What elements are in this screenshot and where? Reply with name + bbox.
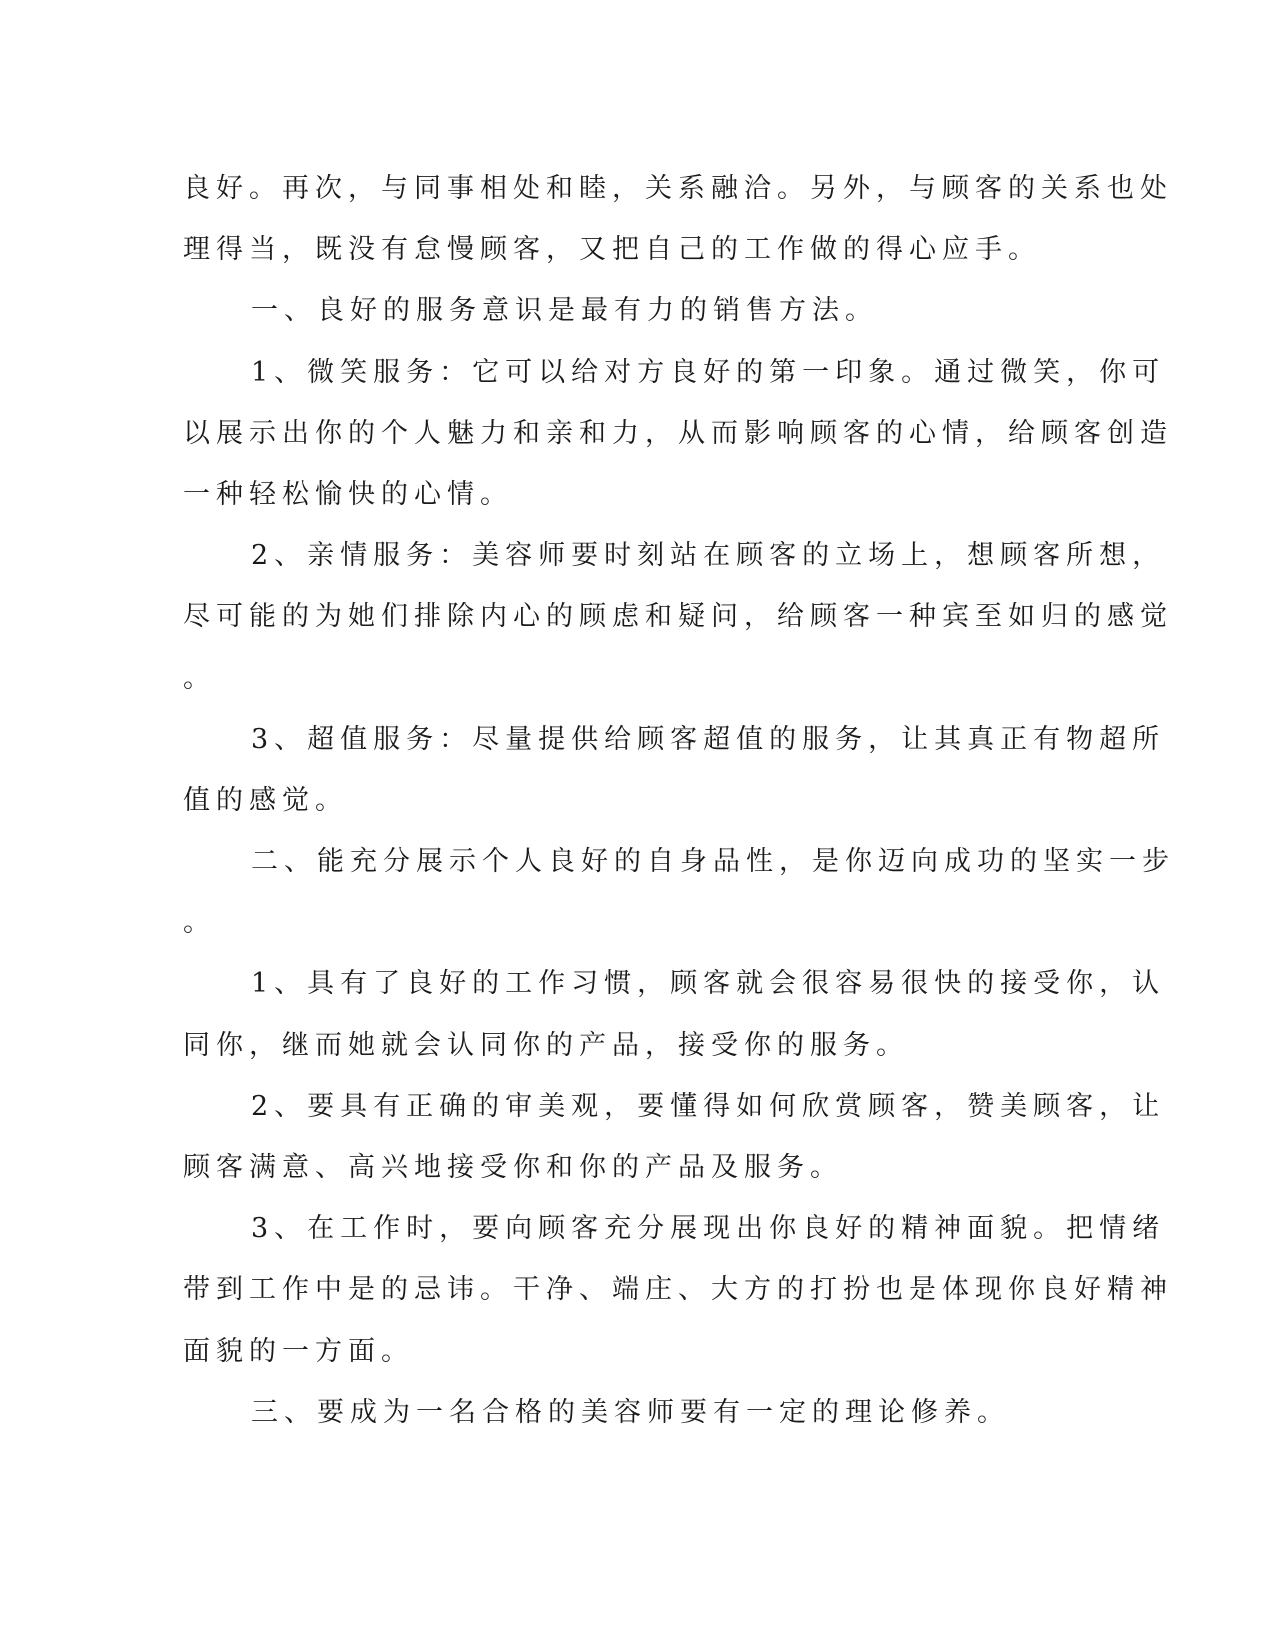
text-line: 理得当，既没有怠慢顾客，又把自己的工作做的得心应手。 <box>183 234 1041 266</box>
text-line: 以展示出你的个人魅力和亲和力，从而影响顾客的心情，给顾客创造 <box>183 417 1173 449</box>
text-line: 1、具有了良好的工作习惯，顾客就会很容易很快的接受你，认 <box>251 968 1166 1000</box>
text-line: 2、亲情服务：美容师要时刻站在顾客的立场上，想顾客所想， <box>251 540 1166 572</box>
section-heading: 三、要成为一名合格的美容师要有一定的理论修养。 <box>251 1396 1010 1428</box>
text-line: 面貌的一方面。 <box>183 1335 414 1367</box>
text-line: 顾客满意、高兴地接受你和你的产品及服务。 <box>183 1152 843 1183</box>
text-line: 。 <box>183 662 216 694</box>
text-line: 3、超值服务：尽量提供给顾客超值的服务，让其真正有物超所 <box>251 723 1166 755</box>
text-line: 良好。再次，与同事相处和睦，关系融洽。另外，与顾客的关系也处 <box>183 173 1173 204</box>
section-heading: 二、能充分展示个人良好的自身品性，是你迈向成功的坚实一步 <box>251 846 1175 878</box>
text-line: 一种轻松愉快的心情。 <box>183 478 513 510</box>
text-line: 值的感觉。 <box>183 784 348 816</box>
text-line: 。 <box>183 907 216 939</box>
text-line: 同你，继而她就会认同你的产品，接受你的服务。 <box>183 1029 909 1061</box>
text-line: 3、在工作时，要向顾客充分展现出你良好的精神面貌。把情绪 <box>251 1213 1166 1245</box>
text-line: 2、要具有正确的审美观，要懂得如何欣赏顾客，赞美顾客，让 <box>251 1090 1166 1122</box>
document-body <box>183 158 1175 1443</box>
text-line: 尽可能的为她们排除内心的顾虑和疑问，给顾客一种宾至如归的感觉 <box>183 601 1173 633</box>
section-heading: 一、良好的服务意识是最有力的销售方法。 <box>251 295 878 327</box>
text-line: 1、微笑服务：它可以给对方良好的第一印象。通过微笑，你可 <box>251 356 1166 388</box>
text-line: 带到工作中是的忌讳。干净、端庄、大方的打扮也是体现你良好精神 <box>183 1274 1173 1306</box>
